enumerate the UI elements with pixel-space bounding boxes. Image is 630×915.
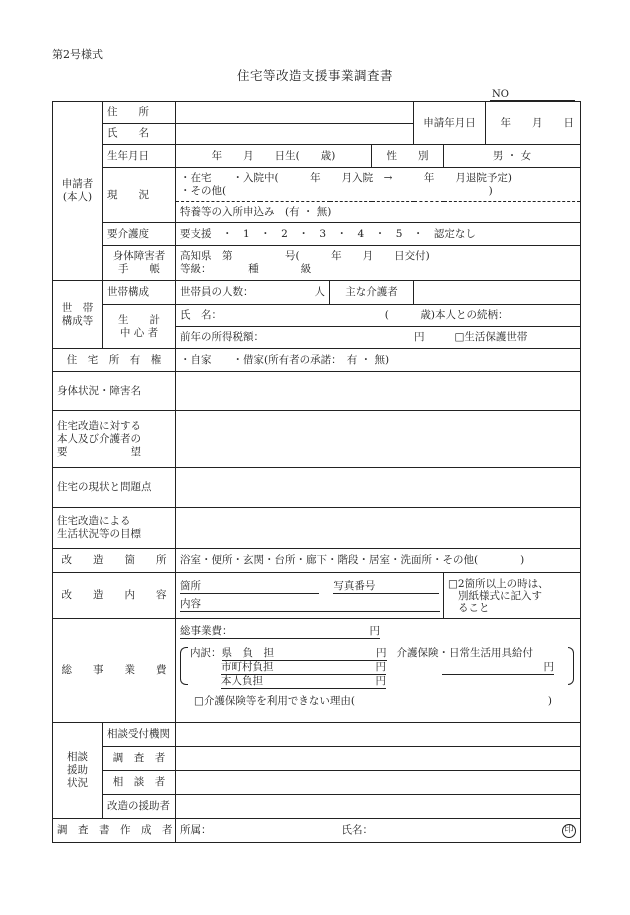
insurance-amount-field[interactable]: 円 (442, 661, 554, 675)
goal-label: 住宅改造による 生活状況等の目標 (53, 508, 176, 549)
investigator-field[interactable] (176, 747, 581, 771)
nursing-home-application[interactable]: 特養等の入所申込み (有 ・ 無) (176, 202, 581, 223)
seal-icon: 印 (562, 824, 576, 838)
document-number-field[interactable]: NO (490, 89, 575, 101)
page-title: 住宅等改造支援事業調査書 (236, 68, 393, 83)
wishes-field[interactable] (176, 411, 581, 468)
apply-date-field[interactable]: 年 月 日 (500, 116, 574, 129)
content-detail-field[interactable]: 内容 (180, 598, 440, 612)
address-field[interactable] (176, 102, 414, 124)
current-issues-field[interactable] (176, 468, 581, 508)
goal-field[interactable] (176, 508, 581, 549)
self-share-field[interactable]: 本人負担 円 (221, 675, 386, 687)
affiliation-label: 所属： (180, 824, 212, 836)
investigator-label: 調 査 者 (103, 747, 176, 771)
content-note: □2箇所以上の時は、 別紙様式に記入す ること (444, 573, 581, 619)
author-field[interactable] (176, 819, 581, 843)
total-cost-field[interactable]: 総事業費： 円 (180, 625, 380, 637)
locations-field[interactable]: 浴室・便所・玄関・台所・廊下・階段・居室・洗面所・その他( ) (176, 549, 581, 573)
breadwinner-label: 生 計 中 心 者 (103, 305, 176, 349)
caregiver-field[interactable] (414, 281, 581, 305)
disability-field[interactable]: 高知県 第 号( 年 月 日交付) 等級： 種 級 (176, 246, 581, 281)
composition-label: 世帯構成 (103, 281, 176, 305)
breadwinner-field[interactable]: 氏 名： ( 歳)本人との続柄： (176, 305, 581, 327)
sex-field[interactable]: 男 ・ 女 (444, 145, 581, 168)
address-label: 住 所 (103, 102, 176, 124)
photo-number-field[interactable]: 写真番号 (333, 580, 439, 594)
disability-label: 身体障害者 手 帳 (103, 246, 176, 281)
birth-label: 生年月日 (103, 145, 176, 168)
name-label: 氏 名 (103, 123, 176, 145)
wishes-label: 住宅改造に対する 本人及び介護者の 要 望 (53, 411, 176, 468)
cost-label: 総 事 業 費 (53, 619, 176, 723)
consultant-field[interactable] (176, 771, 581, 795)
applicant-group-label: 申請者 (本人) (53, 102, 103, 281)
author-name-label: 氏名： (341, 824, 373, 836)
household-group-label: 世 帯 構成等 (53, 281, 103, 349)
locations-label: 改 造 箇 所 (53, 549, 176, 573)
members-field[interactable]: 世帯員の人数： 人 (176, 281, 330, 305)
welfare-checkbox[interactable]: □生活保護世帯 (454, 331, 528, 343)
place-field[interactable]: 箇所 (180, 580, 319, 594)
content-label: 改 造 内 容 (53, 573, 176, 619)
consultant-label: 相 談 者 (103, 771, 176, 795)
ownership-label: 住 宅 所 有 権 (53, 349, 176, 372)
body-status-field[interactable] (176, 372, 581, 411)
status-field[interactable]: ・在宅 ・入院中( 年 月入院 → 年 月退院予定) ・その他( ) (176, 168, 581, 202)
ownership-field[interactable]: ・自家 ・借家(所有者の承諾： 有 ・ 無) (176, 349, 581, 372)
survey-form-table (52, 101, 581, 843)
income-field[interactable]: 前年の所得税額： 円 □生活保護世帯 (176, 327, 581, 349)
body-status-label: 身体状況・障害名 (53, 372, 176, 411)
helper-label: 改造の援助者 (103, 795, 176, 819)
status-label: 現 況 (103, 168, 176, 223)
consult-org-label: 相談受付機関 (103, 723, 176, 747)
caregiver-label: 主な介護者 (330, 281, 414, 305)
birth-field[interactable]: 年 月 日生( 歳) (176, 145, 372, 168)
apply-date-cell (414, 102, 581, 145)
form-id: 第2号様式 (52, 48, 103, 61)
cost-field[interactable]: 総事業費： 円 内訳： 県 負 担 円 介護保険・日常生活用具給付 市町村負担 円 円 本人負担 円 □介護保険等を利用できない理由( ) (176, 619, 581, 723)
pref-share-field[interactable]: 県 負 担 円 (221, 647, 387, 659)
helper-field[interactable] (176, 795, 581, 819)
city-share-field[interactable]: 市町村負担 円 (221, 661, 386, 673)
current-issues-label: 住宅の現状と問題点 (53, 468, 176, 508)
care-level-field[interactable]: 要支援 ・ 1 ・ 2 ・ 3 ・ 4 ・ 5 ・ 認定なし (176, 223, 581, 246)
care-level-label: 要介護度 (103, 223, 176, 246)
reason-checkbox[interactable]: □介護保険等を利用できない理由( (194, 695, 356, 707)
apply-date-label: 申請年月日 (414, 102, 486, 144)
author-label: 調 査 書 作 成 者 (53, 819, 176, 843)
insurance-label: 介護保険・日常生活用具給付 (396, 647, 533, 659)
name-field[interactable] (176, 123, 414, 145)
content-field[interactable] (176, 573, 444, 619)
consult-org-field[interactable] (176, 723, 581, 747)
consultation-group-label: 相談 援助 状況 (53, 723, 103, 819)
sex-label: 性 別 (372, 145, 444, 168)
